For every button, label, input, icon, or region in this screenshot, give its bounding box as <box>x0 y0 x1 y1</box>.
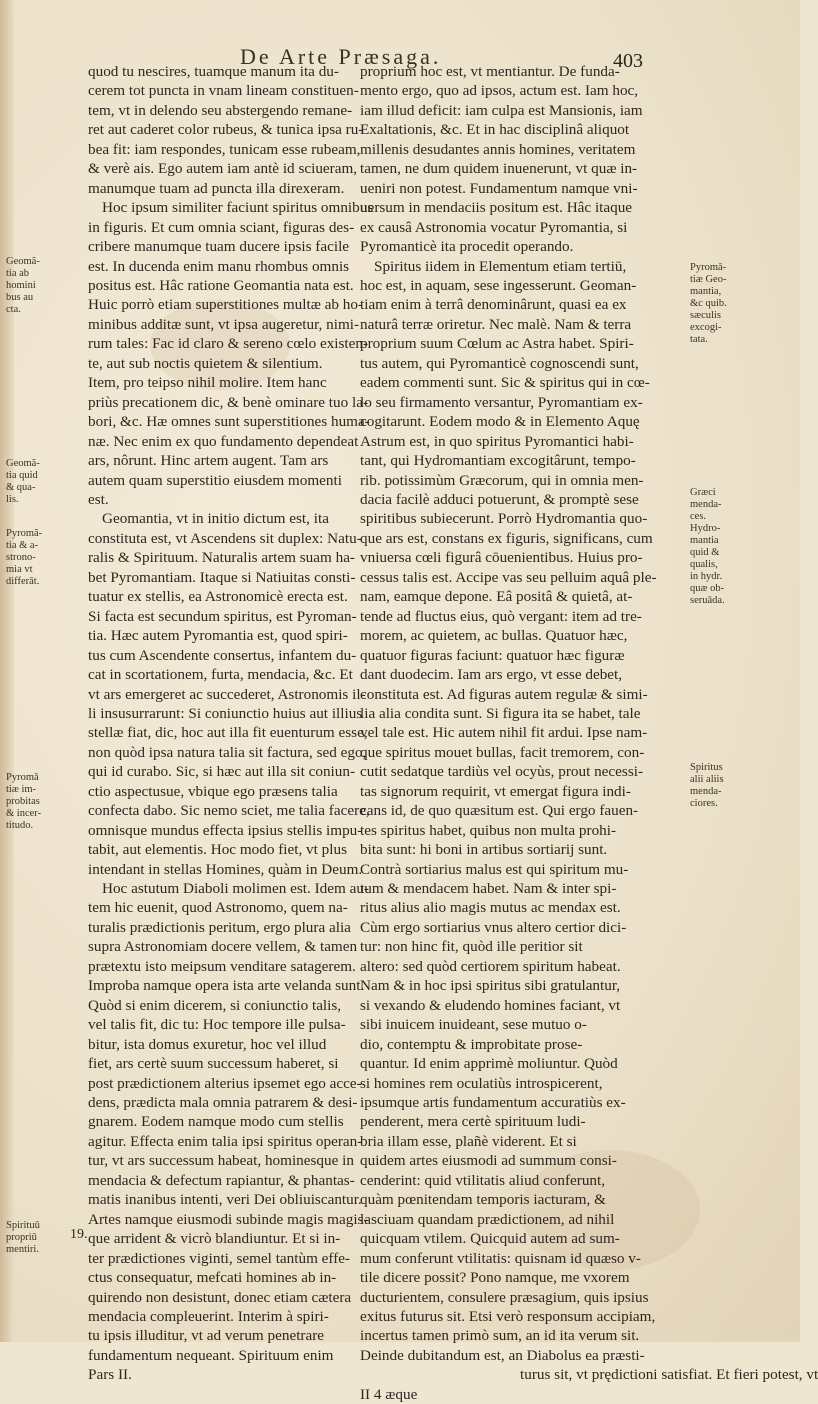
text-line: bori, &c. Hæ omnes sunt superstitiones huma- <box>88 413 370 431</box>
text-line: est. <box>88 490 109 508</box>
text-line: Deinde dubitandum est, an Diabolus ea præsti- <box>360 1346 645 1364</box>
margin-note-line: mantia <box>690 535 719 546</box>
text-line: Spiritus iidem in Elementum etiam tertiū, <box>374 257 627 275</box>
margin-note-line: menda- <box>690 499 722 510</box>
text-line: Pyromanticè ita procedit operando. <box>360 238 574 256</box>
text-line: II 4 æque <box>360 1385 418 1403</box>
text-line: ueniri non potest. Fundamentum namque vni- <box>360 179 638 197</box>
text-line: dens, prædicta mala omnia patrarem & desi- <box>88 1094 358 1112</box>
margin-note-line: Græci <box>690 487 716 498</box>
text-line: supra Astronomiam docere vellem, & tamen <box>88 938 358 956</box>
text-line: si vexando & eludendo homines faciant, vt <box>360 996 621 1014</box>
text-line: non quòd ipsa natura talia sit factura, sed ego, <box>88 743 367 761</box>
text-line: prætextu isto meipsum venditare satagerem. <box>88 957 356 975</box>
margin-note-line: differāt. <box>6 576 40 587</box>
margin-note-graeci-hydromantia <box>690 487 780 607</box>
left-column <box>88 62 374 1385</box>
text-line: tus cum Ascendente consertus, infantem du- <box>88 646 357 664</box>
text-line: fundamentum nequeant. Spirituum enim <box>88 1346 334 1364</box>
text-line: eadem commenti sunt. Sic & spiritus qui in cœ- <box>360 374 650 392</box>
text-line: Item, pro teipso nihil molire. Item hanc <box>88 374 327 392</box>
margin-note-line: menda- <box>690 786 722 797</box>
text-line: lasciuam quandam prædictionem, ad nihil <box>360 1210 615 1228</box>
text-line: ritus alius alio magis mutus ac mendax est. <box>360 899 621 917</box>
text-line: Cùm ergo sortiarius vnus altero certior dici- <box>360 918 627 936</box>
margin-note-line: mantia, <box>690 286 722 297</box>
text-line: tiam enim à terrâ denominârunt, quasi ea ex <box>360 296 627 314</box>
text-line: tur, vt ars successum habeat, hominesque in <box>88 1152 354 1170</box>
text-line: tem hic euenit, quod Astronomo, quem na- <box>88 899 348 917</box>
text-line: ex causâ Astronomia vocatur Pyromantia, si <box>360 218 628 236</box>
text-line: tur: non hinc fit, quòd ille peritior sit <box>360 938 583 956</box>
margin-note-line: Geomã- <box>6 256 40 267</box>
margin-note-line: tia ab <box>6 268 30 279</box>
text-line: cat in scortationem, furta, mendacia, &c. Et <box>88 666 353 684</box>
text-line: mendacia & defectum rapiantur, & phantas- <box>88 1171 355 1189</box>
text-line: ter prædictiones viginti, semel tantùm effe- <box>88 1249 351 1267</box>
margin-note-line: &c quib. <box>690 298 727 309</box>
margin-note-spiritus-mendaciores <box>690 762 780 810</box>
text-line: dant duodecim. Iam ars ergo, vt esse debet, <box>360 666 623 684</box>
text-line: vniuersa cœli figurâ cōuenientibus. Huius pro- <box>360 549 643 567</box>
margin-note-line: mentiri. <box>6 1244 39 1255</box>
text-line: næ. Nec enim ex quo fundamento dependeat <box>88 432 359 450</box>
margin-note-pyromantia-astronomia <box>6 528 66 588</box>
margin-note-line: strono- <box>6 552 36 563</box>
text-line: que spiritus mouet bullas, facit tremorem, con- <box>360 743 645 761</box>
text-line: bea fit: iam respondes, tunicam esse rubeam, <box>88 140 361 158</box>
margin-note-line: sæculis <box>690 310 721 321</box>
text-line: Astrum est, in quo spiritus Pyromantici habi- <box>360 432 634 450</box>
text-line: te, aut sub noctis quietem & silentium. <box>88 354 323 372</box>
text-line: stellæ fiat, dic, hoc aut illa fit euenturum esse, <box>88 724 368 742</box>
margin-note-line: quæ ob- <box>690 583 725 594</box>
text-line: turalis prædictionis peritum, ergo plura alia <box>88 918 351 936</box>
margin-note-line: cta. <box>6 304 21 315</box>
text-line: ducturientem, consulere præsagium, quis ipsius <box>360 1288 649 1306</box>
text-line: quantur. Id enim apprimè moliuntur. Quòd <box>360 1055 618 1073</box>
text-line: penderent, mera certè spirituum ludi- <box>360 1113 586 1131</box>
margin-note-line: lis. <box>6 494 19 505</box>
text-line: gnarem. Eodem namque modo cum stellis <box>88 1113 344 1131</box>
text-line: Exaltationis, &c. Et in hac disciplinâ aliquot <box>360 121 630 139</box>
text-line: vel tale est. Hic autem nihil fit ardui. Ipse nam- <box>360 724 648 742</box>
text-line: fiet, ars certè suum successum haberet, si <box>88 1055 339 1073</box>
margin-note-pyromantia-geomantia <box>690 262 780 346</box>
text-line: bria illam esse, plañè viderent. Et si <box>360 1132 577 1150</box>
text-line: lo seu firmamento versantur, Pyromantiam ex- <box>360 393 643 411</box>
numeral-marker: 19. <box>70 1227 88 1242</box>
text-line: Si facta est secundum spiritus, est Pyroman- <box>88 607 357 625</box>
text-line: cerem tot puncta in vnam lineam constituen- <box>88 82 359 100</box>
text-line: proprium suum Cœlum ac Astra habet. Spiri- <box>360 335 634 353</box>
margin-note-line: Pyromã- <box>6 528 43 539</box>
text-line: mendacia compleuerint. Interim à spiri- <box>88 1308 329 1325</box>
text-line: sibi inuicem inuideant, sese mutuo o- <box>360 1016 587 1034</box>
margin-note-line: quid & <box>690 547 720 558</box>
margin-note-geomantia-homini <box>6 256 66 316</box>
text-line: positus est. Hâc ratione Geomantia nata est. <box>88 276 354 294</box>
margin-note-line: propriū <box>6 1232 37 1243</box>
text-line: autem quam superstitio eiusdem momenti <box>88 471 342 489</box>
text-line: matis inanibus intenti, veri Dei obliuiscantur. <box>88 1191 362 1209</box>
text-line: est. In ducenda enim manu rhombus omnis <box>88 257 350 275</box>
text-line: lia alia condita sunt. Si figura ita se habet, tale <box>360 704 641 722</box>
text-line: spiritibus subiecerunt. Porrò Hydromantia quo- <box>360 510 648 528</box>
margin-note-line: tia & a- <box>6 540 39 551</box>
margin-note-line: homini <box>6 280 36 291</box>
text-line: tu ipsis illuditur, vt ad verum penetrare <box>88 1327 325 1345</box>
text-line: incertus tamen primò sum, an id ita verum sit. <box>360 1327 640 1345</box>
text-line: constituta est. Ad figuras autem regulæ & simi- <box>360 685 648 703</box>
text-line: tia. Hæc autem Pyromantia est, quod spiri- <box>88 627 348 645</box>
text-line: vel talis fit, dic tu: Hoc tempore ille pulsa- <box>88 1016 346 1034</box>
text-line: Geomantia, vt in initio dictum est, ita <box>102 510 329 528</box>
text-line: tem, vt in delendo seu abstergendo remane- <box>88 101 353 119</box>
text-line: & verè ais. Ego autem iam antè id sciueram, <box>88 160 358 178</box>
text-line: cogitarunt. Eodem modo & in Elemento Aquę <box>360 413 640 431</box>
text-line: priùs precationem dic, & benè ominare tuo la- <box>88 393 369 411</box>
text-line: uersum in mendaciis positum est. Hâc itaque <box>360 199 633 217</box>
margin-note-line: tata. <box>690 334 708 345</box>
text-line: tas signorum requirit, vt emergat figura indi- <box>360 782 631 800</box>
margin-note-line: & qua- <box>6 482 36 493</box>
text-line: quirendo non desistunt, donec etiam cætera <box>88 1288 352 1306</box>
text-line: exitus futurus sit. Etsi verò responsum accipiam, <box>360 1308 656 1325</box>
page-number: 403 <box>613 50 643 72</box>
text-line: dacia facilè adduci potuerunt, & promptè sese <box>360 490 639 508</box>
text-line: qui id curabo. Sic, si hæc aut illa sit coniun- <box>88 763 356 781</box>
text-line: bitur, ista domus exuretur, hoc vel illud <box>88 1035 327 1053</box>
margin-note-line: Geomã- <box>6 458 40 469</box>
margin-note-line: Pyromā <box>6 772 39 783</box>
running-title: De Arte Præsaga. <box>240 44 442 69</box>
margin-note-line: titudo. <box>6 820 34 831</box>
text-line: manumque tuam ad puncta illa direxeram. <box>88 179 345 197</box>
text-line: hoc est, in aquam, sese ingesserunt. Geoman- <box>360 276 637 294</box>
margin-note-line: excogi- <box>690 322 722 333</box>
text-line: Huic porrò etiam superstitiones multæ ab ho- <box>88 296 364 314</box>
margin-note-line: mia vt <box>6 564 33 575</box>
text-line: si homines rem oculatiùs introspicerent, <box>360 1074 603 1092</box>
text-line: ars, nôrunt. Hinc artem augent. Tam ars <box>88 452 329 470</box>
text-line: omnisque mundus effecta ipsius stellis impu- <box>88 821 363 839</box>
margin-note-line: ciores. <box>690 798 718 809</box>
margin-note-line: tiæ im- <box>6 784 37 795</box>
binding-gutter <box>0 0 14 1342</box>
text-line: morem, ac quietem, ac bullas. Quatuor hæc, <box>360 627 628 645</box>
margin-note-line: seruāda. <box>690 595 725 606</box>
margin-note-geomantia-quid <box>6 458 66 506</box>
text-line: quod tu nescires, tuamque manum ita du- <box>88 63 339 80</box>
text-line: quatuor figuras faciunt: quatuor hæc figuræ <box>360 646 625 664</box>
text-line: cans id, de quo quæsitum est. Qui ergo fauen- <box>360 802 639 820</box>
margin-note-line: tiæ Geo- <box>690 274 727 285</box>
text-line: tant, qui Hydromantiam excogitârunt, tempo- <box>360 452 636 470</box>
text-line: altero: sed quòd certiorem spiritum habeat. <box>360 957 621 975</box>
margin-note-line: Pyromā- <box>690 262 727 273</box>
text-line: quàm pœnitendam temporis iacturam, & <box>360 1191 606 1209</box>
text-line: intendant in stellas Homines, quàm in Deum. <box>88 860 363 878</box>
margin-note-line: in hydr. <box>690 571 723 582</box>
text-line: tus autem, qui Pyromanticè cognoscendi sunt, <box>360 354 639 372</box>
text-line: tum & mendacem habet. Nam & inter spi- <box>360 880 617 898</box>
margin-note-pyromantia-improbitas <box>6 772 66 832</box>
text-line: millenis desudantes annis homines, veritatem <box>360 140 636 158</box>
text-line: cutit sedatque tardiùs vel ocyùs, prout necessi- <box>360 763 644 781</box>
text-line: tile dicere possit? Pono namque, me vxorem <box>360 1269 630 1287</box>
margin-note-line: ces. <box>690 511 707 522</box>
text-line: que ars est, constans ex figuris, significans, cum <box>360 529 653 547</box>
margin-note-spiritus-proprium <box>6 1220 66 1256</box>
text-line: cribere manumque tuam ducere ipsis facile <box>88 238 350 256</box>
text-line: agitur. Effecta enim talia ipsi spiritus operan- <box>88 1132 363 1150</box>
text-line: naturâ terræ oriretur. Nec malè. Nam & terra <box>360 315 632 333</box>
text-line: que arrident & vicrò blandiuntur. Et si in- <box>88 1230 341 1248</box>
text-line: Hoc astutum Diaboli molimen est. Idem au- <box>102 880 369 898</box>
margin-note-line: & incer- <box>6 808 42 819</box>
text-line: in figuris. Et cum omnia sciant, figuras des- <box>88 218 355 236</box>
text-line: bita sunt: hi boni in artibus sortiarij sunt. <box>360 841 608 859</box>
text-line: iam illud deficit: iam culpa est Mansionis, iam <box>360 101 643 119</box>
text-line: Pars II. <box>88 1366 132 1384</box>
text-line: Artes namque eiusmodi subinde magis magis- <box>88 1210 369 1228</box>
text-line: Quòd si enim dicerem, si coniunctio talis, <box>88 996 342 1014</box>
margin-note-line: tia quid <box>6 470 38 481</box>
text-line: tuatur ex stellis, ea Astronomicè erecta est. <box>88 588 348 606</box>
text-line: Nam & in hoc ipsi spiritus sibi gratulantur, <box>360 977 621 995</box>
text-line: ret aut caderet color rubeus, & tunica ipsa ru- <box>88 121 364 139</box>
text-line: rib. potissimùm Græcorum, qui in omnia men- <box>360 471 644 489</box>
text-line: tes spiritus habet, quibus non multa prohi- <box>360 821 617 839</box>
text-line: Improba namque opera ista arte velanda sunt. <box>88 977 365 995</box>
text-line: tende ad fluctus eius, quò vergant: item ad tre- <box>360 607 642 625</box>
margin-note-line: Spirituū <box>6 1220 40 1231</box>
text-line: mum conferunt vtilitatis: quisnam id quæso v- <box>360 1249 641 1267</box>
text-line: ralis & Spirituum. Naturalis artem suam ha- <box>88 549 355 567</box>
text-line: Contrà sortiarius malus est qui spiritum mu- <box>360 860 629 878</box>
margin-note-line: bus au <box>6 292 34 303</box>
margin-note-line: qualis, <box>690 559 718 570</box>
text-line: vt ars emergeret ac succederet, Astronomis il- <box>88 685 366 703</box>
text-line: mento ergo, quo ad ipsos, actum est. Iam hoc, <box>360 82 639 100</box>
text-line: cessus talis est. Accipe vas seu pelluim aquâ ple- <box>360 568 657 586</box>
text-line: dio, contemptu & improbitate prose- <box>360 1035 583 1053</box>
text-line: turus sit, vt prędictioni satisfiat. Et fieri potest, vt <box>520 1366 818 1384</box>
text-line: ctio aspectusue, vbique ego præsens talia <box>88 782 338 800</box>
text-line: li insusurrarunt: Si coniunctio huius aut illius <box>88 704 363 722</box>
text-line: tamen, ne dum quidem inuenerunt, vt quæ in- <box>360 160 638 178</box>
margin-note-line: probitas <box>6 796 40 807</box>
text-line: confecta dabo. Sic nemo sciet, me talia facere, <box>88 802 370 820</box>
text-line: proprium hoc est, vt mentiantur. De funda- <box>360 63 620 80</box>
text-line: tabit, aut elementis. Hoc modo fiet, vt plus <box>88 841 347 859</box>
text-line: minibus additæ sunt, vt ipsa augeretur, nimi- <box>88 315 360 333</box>
text-line: Hoc ipsum similiter faciunt spiritus omnibus <box>102 199 374 217</box>
margin-note-line: Hydro- <box>690 523 721 534</box>
text-line: quicquam vtilem. Quicquid autem ad sum- <box>360 1230 620 1248</box>
text-line: rum tales: Fac id claro & sereno cœlo existen- <box>88 335 369 353</box>
text-line: constituta est, vt Ascendens sit duplex: Natu- <box>88 529 362 547</box>
text-line: post prædictionem alterius ipsemet ego acce- <box>88 1074 362 1092</box>
text-line: cenderint: quid vtilitatis aliud conferunt, <box>360 1171 606 1189</box>
text-line: bet Pyromantiam. Itaque si Natiuitas consti- <box>88 568 356 586</box>
text-line: quidem artes eiusmodi ad summum consi- <box>360 1152 617 1170</box>
text-line: ipsumque artis fundamentum accuratiùs ex- <box>360 1094 626 1112</box>
margin-note-line: alii aliis <box>690 774 724 785</box>
text-line: ctus consequatur, mefcati homines ab in- <box>88 1269 337 1287</box>
text-line: nam, eamque depone. Eâ positâ & quietâ, at- <box>360 588 633 606</box>
margin-note-line: Spiritus <box>690 762 723 773</box>
